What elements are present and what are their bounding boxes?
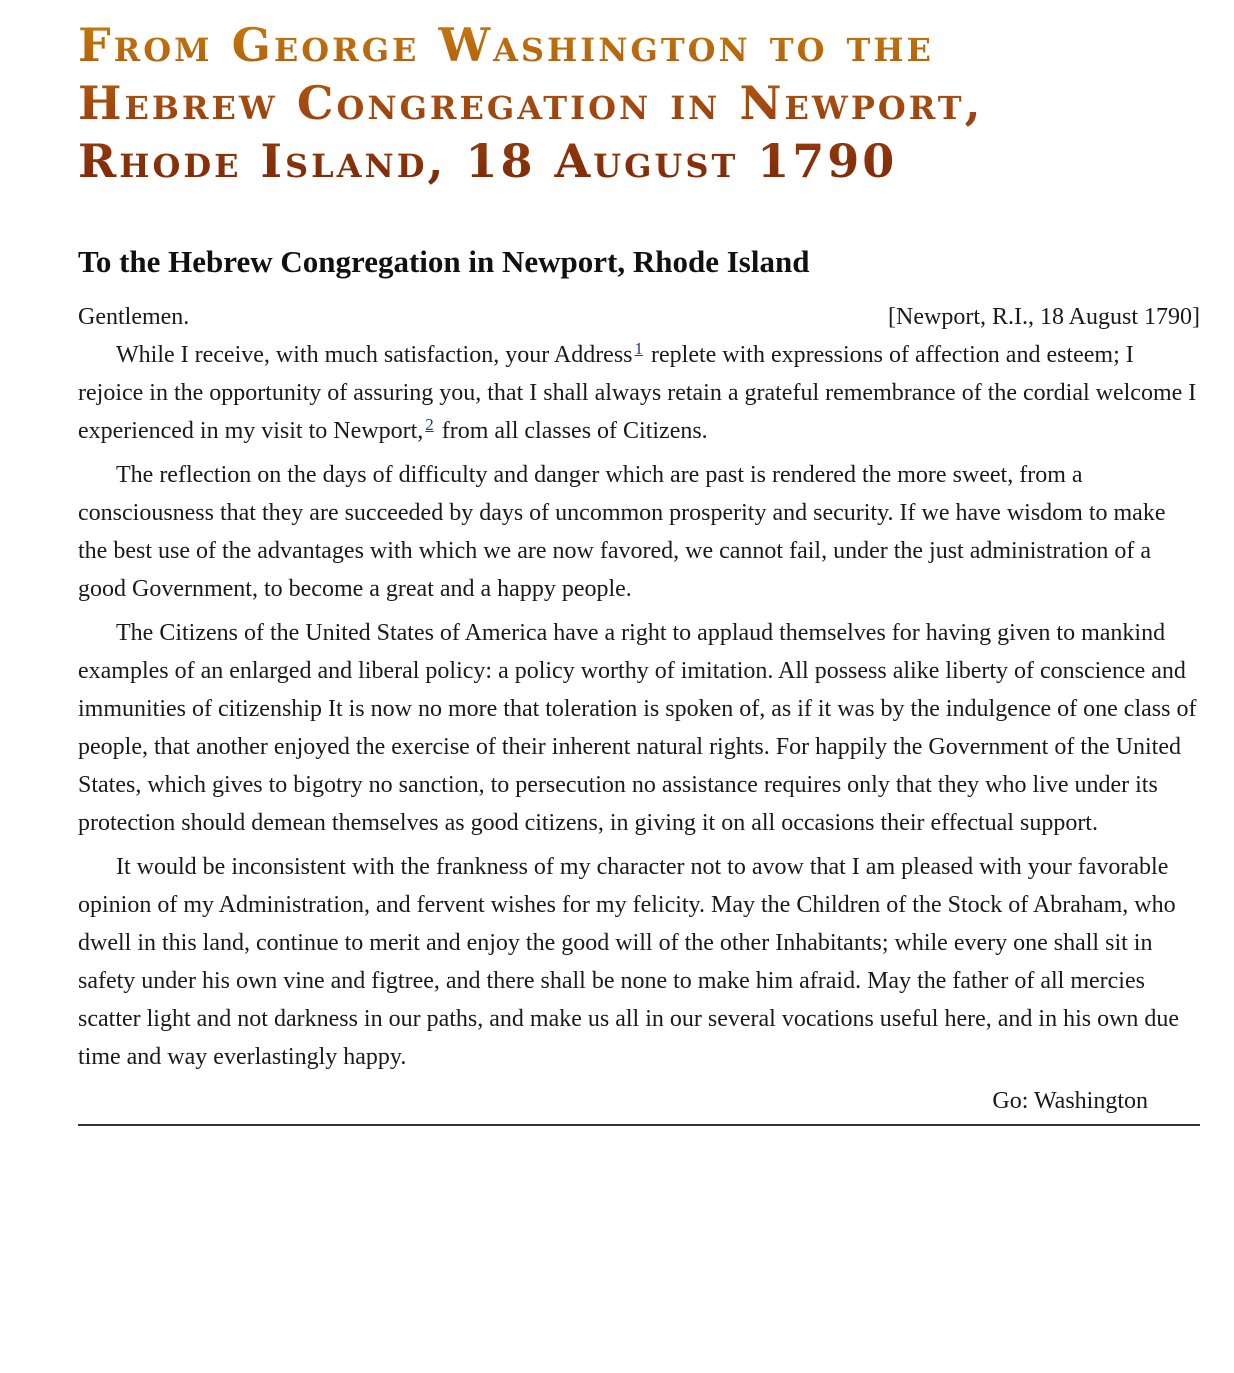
paragraph-4: It would be inconsistent with the frankness of my character not to avow that I am pleased with your favorable opinion of my Administration, and fervent wishes for my felicity. May the Children of the Stock of Abraham, who dwell in this land, continue to merit and enjoy the good will of the other Inhabitants; while every one shall sit in safety under his own vine and figtree, and there shall be none to make him afraid. May the father of all mercies scatter light and not darkness in our paths, and make us all in our several vocations useful here, and in his own due time and way everlastingly happy. <box>78 854 1180 1070</box>
footnote-link-1[interactable]: 1 <box>634 339 644 358</box>
page-title: From George Washington to the Hebrew Congregation in Newport, Rhode Island, 18 August 1790 <box>78 16 1078 190</box>
paragraph-1-text-b: replete with expressions of affection and esteem; I rejoice in the opportunity of assuring you, that I shall always retain a grateful remembrance of the cordial welcome I experienced in my visit to Newport, <box>78 342 1197 444</box>
letter-subtitle: To the Hebrew Congregation in Newport, Rhode Island <box>78 244 810 279</box>
dateline: [Newport, R.I., 18 August 1790] <box>888 304 1200 330</box>
salutation-row <box>78 298 1200 336</box>
signature: Go: Washington <box>992 1088 1148 1114</box>
paragraph-1 <box>78 336 1200 450</box>
letter-body <box>78 336 1200 1076</box>
divider-rule <box>78 1124 1200 1126</box>
paragraph-1-text-c: from all classes of Citizens. <box>435 418 708 444</box>
footnote-link-2[interactable]: 2 <box>425 415 434 434</box>
letter-page <box>78 16 1200 1126</box>
salutation: Gentlemen. <box>78 304 190 330</box>
paragraph-1-text-a: While I receive, with much satisfaction, your Address <box>116 342 633 368</box>
paragraph-3: The Citizens of the United States of America have a right to applaud themselves for having given to mankind examples of an enlarged and liberal policy: a policy worthy of imitation. All possess alike liberty of conscience and immunities of citizenship It is now no more that toleration is spoken of, as if it was by the indulgence of one class of people, that another enjoyed the exercise of their inherent natural rights. For happily the Government of the United States, which gives to bigotry no sanction, to persecution no assistance requires only that they who live under its protection should demean themselves as good citizens, in giving it on all occasions their effectual support. <box>78 620 1197 836</box>
paragraph-2: The reflection on the days of difficulty and danger which are past is rendered the more sweet, from a consciousness that they are succeeded by days of uncommon prosperity and security. If we have wisdom to make the best use of the advantages with which we are now favored, we cannot fail, under the just administration of a good Government, to become a great and a happy people. <box>78 462 1166 602</box>
